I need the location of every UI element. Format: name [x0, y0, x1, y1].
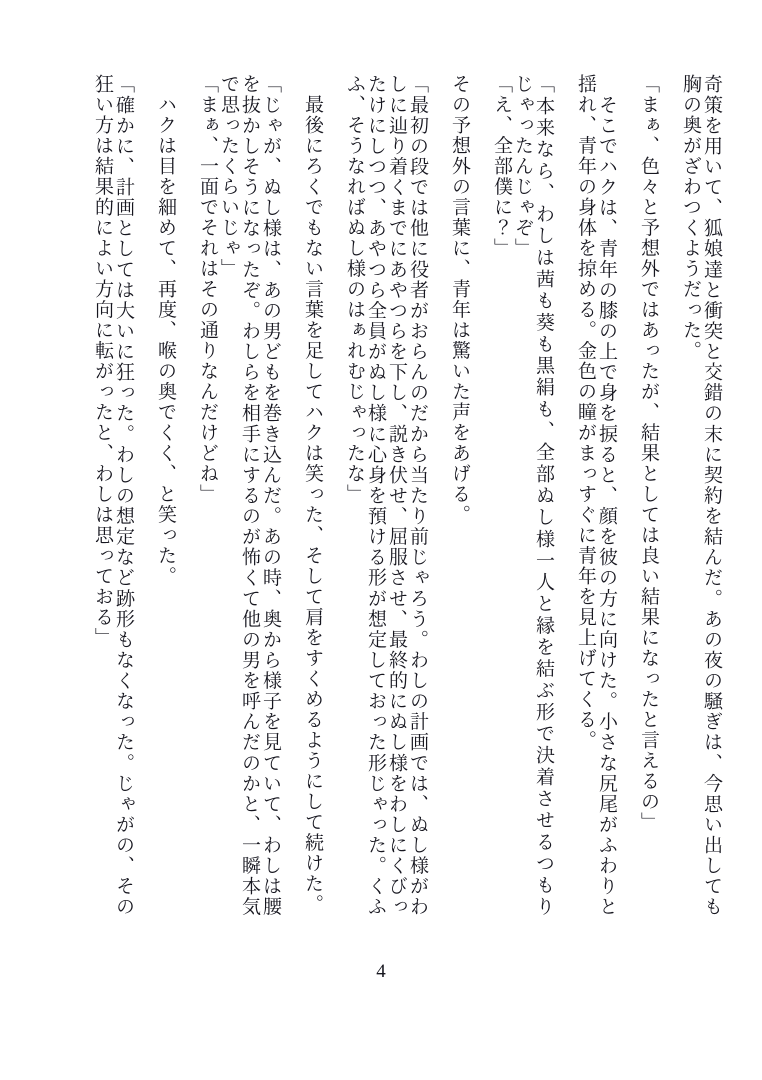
paragraph: 「本来なら、わしは茜も葵も黒絹も、全部ぬし様一人と縁を結ぶ形で決着させるつもりじゃったんじゃぞ」 — [512, 74, 554, 917]
paragraph: 「まぁ、色々と予想外ではあったが、結果としては良い結果になったと言えるの」 — [638, 74, 659, 833]
paragraph: そこでハクは、青年の膝の上で身を捩ると、顔を彼の方に向けた。小さな尻尾がふわりと揺れ、青年の身体を掠める。金色の瞳がまっすぐに青年を見上げてくる。 — [575, 74, 617, 917]
paragraph: 「え、全部僕に？」 — [491, 74, 512, 259]
paragraph: 「最初の段では他に役者がおらんのだから当たり前じゃろう。わしの計画では、ぬし様がわしに辿り着くまでにあやつらを下し、説き伏せ、屈服させ、最終的にぬし様をわしにくびったけにしつつ、あやつら全員がぬし様に心身を預ける形が想定しておった形じゃった。くふふ、そうなればぬし様のはぁれむじゃったな」 — [344, 74, 428, 917]
paragraph: 奇策を用いて、狐娘達と衝突と交錯の末に契約を結んだ。あの夜の騒ぎは、今思い出しても胸の奥がざわつくようだった。 — [680, 74, 722, 917]
paragraph: 「まぁ、一面でそれはその通りなんだけどね」 — [197, 74, 218, 505]
paragraph: 「確かに、計画としては大いに狂った。わしの想定など跡形もなくなった。じゃがの、その狂い方は結果的によい方向に転がったと、わしは思っておる」 — [92, 74, 134, 917]
paragraph: 最後にろくでもない言葉を足してハクは笑った、そして肩をすくめるようにして続けた。 — [302, 74, 323, 915]
paragraph: 「じゃが、ぬし様は、あの男どもを巻き込んだ。あの時、奥から様子を見ていて、わしは腰を抜かしそうになったぞ。わしらを相手にするのが怖くて他の男を呼んだのかと、一瞬本気で思ったくらいじゃ」 — [218, 74, 281, 917]
page-text — [71, 74, 722, 917]
paragraph: その予想外の言葉に、青年は驚いた声をあげる。 — [449, 74, 470, 525]
page-number: 4 — [376, 961, 386, 982]
paragraph: ハクは目を細めて、再度、喉の奥でくく、と笑った。 — [155, 74, 176, 587]
